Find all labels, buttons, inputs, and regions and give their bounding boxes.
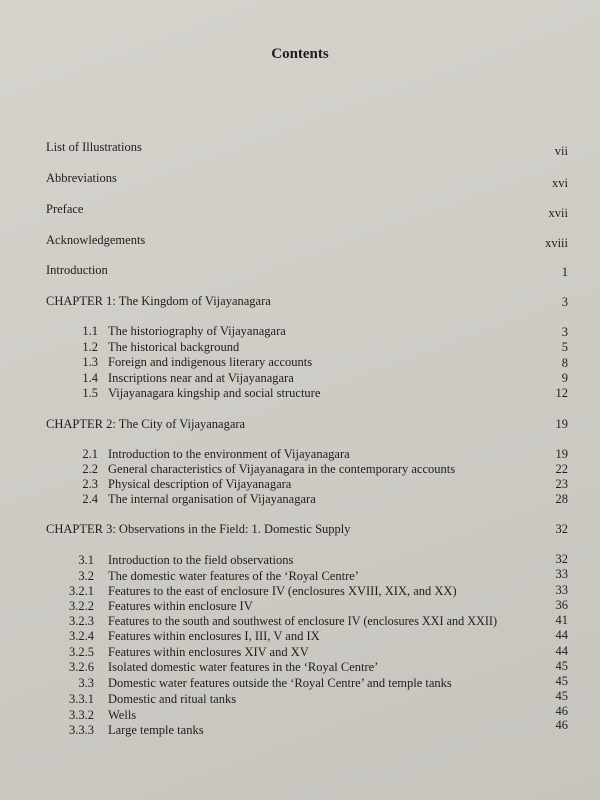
toc-page: 44 bbox=[555, 628, 568, 642]
toc-section-entry: The internal organisation of Vijayanagara bbox=[108, 492, 316, 506]
toc-section-number: 3.2.2 bbox=[69, 599, 94, 613]
toc-section-entry: Domestic and ritual tanks bbox=[108, 692, 237, 706]
toc-section-number: 2.2 bbox=[82, 462, 98, 476]
toc-section-number: 3.3.2 bbox=[69, 708, 94, 722]
page-title: Contents bbox=[271, 46, 329, 62]
toc-section-number: 3.3.3 bbox=[69, 723, 94, 737]
toc-page: 46 bbox=[555, 718, 568, 732]
toc-page: 33 bbox=[555, 583, 568, 597]
toc-entry-acknowledgements: Acknowledgements bbox=[46, 233, 146, 247]
toc-page: 12 bbox=[555, 386, 568, 400]
toc-section-number: 1.3 bbox=[82, 355, 98, 369]
toc-page: 19 bbox=[555, 447, 568, 461]
toc-section-entry: Inscriptions near and at Vijayanagara bbox=[108, 371, 294, 385]
toc-section-entry: Large temple tanks bbox=[108, 723, 204, 737]
toc-section-number: 3.2 bbox=[78, 569, 94, 583]
toc-entry-abbreviations: Abbreviations bbox=[46, 171, 117, 185]
toc-section-entry: Vijayanagara kingship and social structure bbox=[108, 386, 321, 400]
toc-section-number: 3.2.5 bbox=[69, 645, 94, 659]
toc-section-number: 2.1 bbox=[82, 447, 98, 461]
toc-page: 1 bbox=[561, 265, 568, 279]
toc-section-number: 3.2.1 bbox=[69, 584, 94, 598]
toc-section-entry: Introduction to the field observations bbox=[108, 553, 294, 567]
toc-page: 36 bbox=[555, 598, 568, 612]
toc-entry-list-of-illustrations: List of Illustrations bbox=[46, 140, 142, 154]
toc-entry-introduction: Introduction bbox=[46, 263, 108, 277]
toc-page: 41 bbox=[555, 613, 568, 627]
toc-section-number: 1.2 bbox=[82, 340, 98, 354]
toc-section-number: 1.1 bbox=[82, 324, 98, 338]
toc-page: 32 bbox=[555, 552, 568, 566]
toc-chapter-3: CHAPTER 3: Observations in the Field: 1. Domestic Supply bbox=[46, 522, 351, 536]
toc-page: 45 bbox=[555, 674, 568, 688]
toc-section-entry: Features within enclosure IV bbox=[108, 599, 253, 613]
toc-page: 3 bbox=[561, 325, 568, 339]
toc-section-entry: General characteristics of Vijayanagara in the contemporary accounts bbox=[108, 462, 456, 476]
toc-page: 32 bbox=[555, 522, 568, 536]
toc-section-entry: Physical description of Vijayanagara bbox=[108, 477, 292, 491]
toc-section-entry: Isolated domestic water features in the ‘Royal Centre’ bbox=[108, 660, 379, 674]
toc-section-number: 1.4 bbox=[82, 371, 98, 385]
toc-page: 23 bbox=[555, 477, 568, 491]
toc-section-entry: Wells bbox=[108, 708, 137, 722]
toc-section-number: 3.2.4 bbox=[69, 629, 94, 643]
toc-page: 46 bbox=[555, 704, 568, 718]
toc-page: 19 bbox=[555, 417, 568, 431]
toc-page: 5 bbox=[561, 340, 568, 354]
toc-page: xvi bbox=[552, 176, 568, 190]
toc-section-entry: Features to the south and southwest of enclosure IV (enclosures XXI and XXII) bbox=[108, 614, 497, 628]
toc-page: 28 bbox=[555, 492, 568, 506]
toc-chapter-2: CHAPTER 2: The City of Vijayanagara bbox=[46, 417, 246, 431]
toc-section-entry: The domestic water features of the ‘Royal Centre’ bbox=[108, 569, 359, 583]
toc-page: vii bbox=[554, 144, 568, 158]
toc-page: 44 bbox=[555, 644, 568, 658]
toc-section-entry: Introduction to the environment of Vijayanagara bbox=[108, 447, 350, 461]
toc-page: 8 bbox=[561, 356, 568, 370]
toc-section-number: 1.5 bbox=[82, 386, 98, 400]
toc-page: xviii bbox=[545, 236, 568, 250]
toc-page: 22 bbox=[555, 462, 568, 476]
toc-page: 33 bbox=[555, 567, 568, 581]
toc-page: 9 bbox=[561, 371, 568, 385]
toc-section-number: 3.2.3 bbox=[69, 614, 94, 628]
toc-section-entry: Domestic water features outside the ‘Royal Centre’ and temple tanks bbox=[108, 676, 452, 690]
toc-page: 45 bbox=[555, 659, 568, 673]
toc-page: 3 bbox=[561, 295, 568, 309]
toc-chapter-1: CHAPTER 1: The Kingdom of Vijayanagara bbox=[46, 294, 271, 308]
toc-section-entry: The historiography of Vijayanagara bbox=[108, 324, 286, 338]
toc-page: xvii bbox=[548, 206, 568, 220]
toc-section-entry: Foreign and indigenous literary accounts bbox=[108, 355, 313, 369]
toc-section-entry: The historical background bbox=[108, 340, 240, 354]
toc-section-entry: Features within enclosures XIV and XV bbox=[108, 645, 309, 659]
toc-section-number: 3.3.1 bbox=[69, 692, 94, 706]
toc-entry-preface: Preface bbox=[46, 202, 84, 216]
toc-section-number: 3.2.6 bbox=[69, 660, 94, 674]
toc-section-number: 2.3 bbox=[82, 477, 98, 491]
toc-section-number: 2.4 bbox=[82, 492, 98, 506]
toc-section-number: 3.3 bbox=[78, 676, 94, 690]
toc-section-entry: Features within enclosures I, III, V and IX bbox=[108, 629, 320, 643]
toc-section-entry: Features to the east of enclosure IV (enclosures XVIII, XIX, and XX) bbox=[108, 584, 457, 598]
toc-page: 45 bbox=[555, 689, 568, 703]
toc-section-number: 3.1 bbox=[78, 553, 94, 567]
